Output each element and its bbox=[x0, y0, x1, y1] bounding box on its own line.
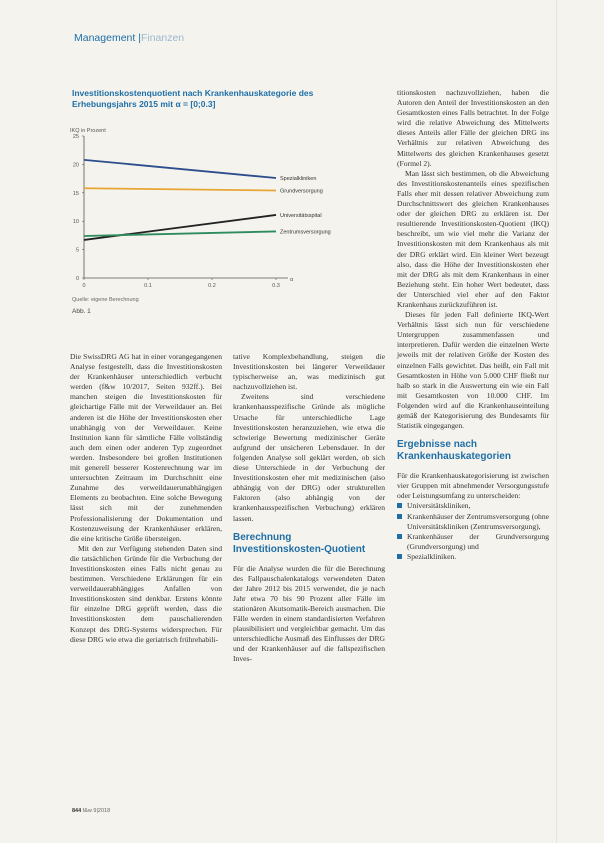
text-column-1 bbox=[70, 352, 222, 645]
header-separator: | bbox=[138, 32, 141, 44]
y-tick-label: 15 bbox=[72, 190, 79, 197]
paragraph: Dieses für jeden Fall definierte IKQ-Wert Verhältnis lässt sich nun für verschiedene Untergruppen zusammenfassen und interpretieren. Dafür werden die einzelnen Werte jeweils mit der relativen Größe der Kosten des einzelnen Falls gewichtet. Das heißt, ein Fall mit Gesamtkosten in Höhe von 5.000 CHF fließt nur halb so stark in die Auswertung ein wie ein Fall mit Gesamtkosten von 10.000 CHF. Im Folgenden wird auf die Krankenhauseinteilung gemäß der Kategorisierung des Bundesamts für Statistik eingegangen. bbox=[397, 310, 549, 431]
series-label-grundversorgung: Grundversorgung bbox=[280, 188, 323, 195]
x-tick-label: 0.1 bbox=[144, 283, 152, 289]
bullet-square-icon bbox=[397, 514, 402, 519]
x-axis-label: α bbox=[290, 277, 294, 283]
header-subcategory: Finanzen bbox=[140, 32, 185, 44]
paragraph: Zweitens sind verschiedene krankenhausspezifische Gründe als mögliche Ursache für unterschiedliche Lage Investitionskosten heranzuziehen, wie etwa die schwierige Bewertung medizinischer Geräte aufgrund der unsicheren Lebensdauer. In der folgenden Analyse soll geklärt werden, ob sich diese Unterschiede in der Verbuchung der Investitionskosten eher mit medizinischen (also abhängig von der DRG) oder strukturellen Faktoren (also abhängig von der krankenhausspezifischen Verbuchung) erklären lassen. bbox=[233, 392, 385, 523]
page-edge-shadow bbox=[556, 0, 557, 843]
section-heading-ergebnisse: Ergebnisse nach Krankenhauskategorien bbox=[397, 439, 511, 463]
series-line-spezialkliniken bbox=[84, 160, 276, 178]
series-line-grundversorgung bbox=[84, 188, 276, 190]
paragraph: Für die Krankenhauskategorisierung ist zwischen vier Gruppen mit abnehmender Versorgungsstufe oder Leistungsumfang zu unterscheiden: bbox=[397, 471, 549, 501]
page-footer bbox=[72, 808, 110, 814]
x-tick-label: 0.3 bbox=[272, 283, 280, 289]
text-column-2 bbox=[233, 352, 385, 665]
header-category: Management bbox=[74, 32, 136, 44]
y-tick-label: 25 bbox=[72, 134, 79, 140]
x-tick-label: 0 bbox=[82, 283, 86, 289]
list-item: Krankenhäuser der Grundversorgung (Grundversorgung) und bbox=[397, 532, 549, 552]
list-item: Universitätskliniken, bbox=[397, 501, 549, 511]
chart-series bbox=[84, 160, 331, 240]
paragraph: Die SwissDRG AG hat in einer vorangegangenen Analyse festgestellt, dass die Investitionskosten der Krankenhäuser unterschiedlich verbucht werden (f&w 10/2017, Seiten 932ff.). Bei manchen steigen die Investitionskosten für gleichartige Fälle mit der Verweildauer an. Bei anderen ist die Höhe der Investitionskosten eher unabhängig von der Verweildauer. Keine Institution kann für sämtliche Fälle vollständig auch dem einen oder anderen Typ zugeordnet werden. Insbesondere bei großen Institutionen mit generell besserer Kostenrechnung war im untersuchten Zeitraum im Durchschnitt eine Zunahme des verweildauerunabhängigen Elements zu beobachten. Eine solche Bewegung lässt sich mit der zunehmenden Professionalisierung der Dokumentation und Kostenzuweisung der Krankenhäuser erklären, die eine kritische Größe übersteigen. bbox=[70, 352, 222, 543]
magazine-issue: f&w 9|2018 bbox=[82, 808, 111, 814]
paragraph: Für die Analyse wurden die für die Berechnung des Fallpauschalenkatalogs verwendeten Daten der Jahre 2012 bis 2015 verwendet, die je nach Jahr etwa 70 bis 90 Prozent aller Fälle im stationären Akutsomatik-Bereich ausmachen. Die Fälle werden in einem standardisierten Verfahren plausibilisiert und vergleichbar gemacht. Um das unterschiedliche Ausmaß des Einflusses der DRG und der Krankenhäuser auf die fallspezifischen Inves- bbox=[233, 563, 385, 664]
y-axis-label: IKQ in Prozent bbox=[70, 128, 106, 134]
series-line-universitaet bbox=[84, 215, 276, 240]
list-item: Krankenhäuser der Zentrumsversorgung (ohne Universitätskliniken (Zentrumsversorgung), bbox=[397, 512, 549, 532]
series-label-spezialkliniken: Spezialkliniken bbox=[280, 176, 317, 183]
bullet-square-icon bbox=[397, 503, 402, 508]
y-tick-label: 5 bbox=[75, 247, 79, 254]
list-item: Spezialkliniken. bbox=[397, 552, 549, 562]
section-header bbox=[74, 32, 184, 44]
bullet-square-icon bbox=[397, 534, 402, 539]
chart-axes bbox=[73, 134, 294, 289]
bullet-square-icon bbox=[397, 554, 402, 559]
y-tick-label: 10 bbox=[72, 219, 79, 226]
chart-caption: Abb. 1 bbox=[72, 308, 91, 315]
chart-title: Investitionskostenquotient nach Krankenhauskategorie des Erhebungsjahrs 2015 mit α = [0;0.3] bbox=[72, 88, 314, 110]
line-chart bbox=[64, 122, 354, 297]
y-tick-label: 0 bbox=[75, 276, 79, 282]
category-list bbox=[397, 501, 549, 562]
series-line-zentrum bbox=[84, 231, 276, 236]
series-label-universitaet: Universitätsspital bbox=[280, 212, 322, 219]
paragraph: titionskosten nachzuvollziehen, haben die Autoren den Anteil der Investitionskosten an den Gesamtkosten eines Falls betrachtet. In der Folge wird die relative Abweichung des Mittelwerts dieses Anteils aller Fälle der gleichen DRG ins Verhältnis zur relativen Abweichung des Mittelwerts des gleichen Krankenhauses gesetzt (Formel 2). bbox=[397, 88, 549, 168]
page-number: 844 bbox=[72, 808, 82, 814]
text-column-3 bbox=[397, 88, 549, 562]
paragraph: Man lässt sich bestimmen, ob die Abweichung des Investitionskostenanteils eines spezifischen Falls eher mit dessen relativer Abweichung zum Durchschnittswert des gleichen Krankenhauses oder der gleichen DRG zu erklären ist. Der resultierende Investitionskosten-Quotient (IKQ) beschreibt, um wie viel mehr die Varianz der Investitionskosten mit dem Krankenhaus als mit der DRG erklärt wird. Ein kleiner Wert bezeugt also, dass die Höhe der Investitionskosten eher mit der DRG als mit dem Krankenhaus in einer Beziehung steht. Ein hoher Wert bedeutet, dass der Unterschied viel eher auf den Faktor Krankenhaus zurückzuführen ist. bbox=[397, 168, 549, 309]
chart-source: Quelle: eigene Berechnung bbox=[72, 297, 139, 303]
section-heading-berechnung: Berechnung Investitionskosten-Quotient bbox=[233, 531, 366, 555]
paragraph: tative Komplexbehandlung, steigen die Investitionskosten bei längerer Verweildauer typischerweise an, was medizinisch gut nachzuvollziehen ist. bbox=[233, 352, 385, 392]
x-tick-label: 0.2 bbox=[208, 283, 216, 289]
series-label-zentrum: Zentrumsversorgung bbox=[280, 229, 331, 236]
y-tick-label: 20 bbox=[72, 162, 79, 169]
paragraph: Mit den zur Verfügung stehenden Daten sind die tatsächlichen Gründe für die Verbuchung der Investitionskosten eines Falls nicht genau zu bestimmen. Verschiedene Erklärungen für ein verweildauerabhängiges Anfallen von Investitionskosten sind denkbar. Erstens könnte für einzelne DRG geprüft werden, dass die Investitionskosten dem pauschalierenden Konzept des DRG-Systems widersprechen. Für diese DRG wie etwa die geriatrisch frührehabili- bbox=[70, 543, 222, 644]
